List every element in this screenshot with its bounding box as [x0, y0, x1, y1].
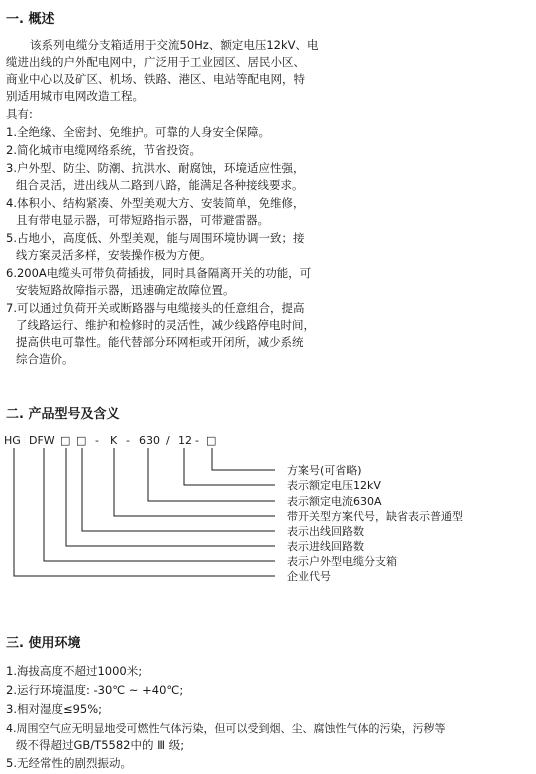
- code-box-in: □: [60, 434, 71, 447]
- env-item: 5.无经常性的剧烈振动。: [6, 756, 132, 770]
- legend-current: 表示额定电流630A: [287, 495, 382, 508]
- env-item: 3.相对湿度≤95%;: [6, 702, 103, 716]
- feature-item-cont: 安装短路故障指示器，迅速确定故障位置。: [16, 283, 235, 297]
- code-voltage: 12: [178, 434, 192, 447]
- legend-scheme: 方案号(可省略): [287, 464, 362, 477]
- section-heading-overview: 一. 概述: [6, 12, 55, 27]
- env-item: 2.运行环境温度: -30℃ ~ +40℃;: [6, 683, 184, 697]
- feature-item: 6.200A电缆头可带负荷插拔，同时具备隔离开关的功能，可: [6, 266, 312, 280]
- code-current: 630: [139, 434, 160, 447]
- env-item: 4.周围空气应无明显地受可燃性气体污染，但可以受到烟、尘、腐蚀性气体的污染，污秽等: [6, 722, 446, 735]
- feature-item-cont: 了线路运行、维护和检修时的灵活性，减少线路停电时间，: [16, 318, 315, 332]
- section-heading-environment: 三. 使用环境: [6, 636, 81, 651]
- legend-voltage: 表示额定电压12kV: [287, 479, 381, 492]
- code-hg: HG: [4, 434, 21, 447]
- feature-item-cont: 且有带电显示器，可带短路指示器，可带避雷器。: [16, 213, 269, 227]
- code-k: K: [110, 434, 118, 447]
- features-label: 具有:: [6, 107, 33, 121]
- feature-item-cont: 线方案灵活多样，安装操作极为方便。: [16, 248, 212, 262]
- code-dash: -: [95, 434, 99, 447]
- feature-item-cont: 提高供电可靠性。能代替部分环网柜或开闭所，减少系统: [16, 335, 304, 349]
- code-box-out: □: [76, 434, 87, 447]
- env-item: 1.海拔高度不超过1000米;: [6, 664, 143, 678]
- feature-item: 4.体积小、结构紧凑、外型美观大方、安装简单，免维修，: [6, 196, 305, 210]
- section-heading-model: 二. 产品型号及含义: [6, 407, 120, 422]
- code-dfw: DFW: [29, 434, 55, 447]
- feature-item-cont: 综合造价。: [16, 352, 74, 366]
- code-dash: -: [195, 434, 199, 447]
- code-dash: -: [126, 434, 130, 447]
- feature-item: 2.简化城市电缆网络系统，节省投资。: [6, 143, 201, 157]
- feature-item: 5.占地小，高度低、外型美观，能与周围环境协调一致；接: [6, 231, 305, 245]
- feature-item: 3.户外型、防尘、防潮、抗洪水、耐腐蚀，环境适应性强，: [6, 161, 305, 175]
- feature-item: 1.全绝缘、全密封、免维护。可靠的人身安全保障。: [6, 125, 270, 139]
- legend-incoming: 表示进线回路数: [287, 540, 364, 553]
- intro-line: 别适用城市电网改造工程。: [6, 89, 144, 103]
- legend-switch-type: 带开关型方案代号，缺省表示普通型: [287, 510, 463, 523]
- feature-item: 7.可以通过负荷开关或断路器与电缆接头的任意组合，提高: [6, 301, 305, 315]
- legend-outdoor-box: 表示户外型电缆分支箱: [287, 555, 397, 568]
- legend-outgoing: 表示出线回路数: [287, 525, 364, 538]
- intro-line: 商业中心以及矿区、机场、铁路、港区、电站等配电网，特: [6, 72, 305, 86]
- code-box-scheme: □: [206, 434, 217, 447]
- env-item-cont: 级不得超过GB/T5582中的 Ⅲ 级;: [16, 738, 185, 752]
- legend-company-code: 企业代号: [287, 570, 331, 583]
- code-slash: /: [166, 434, 170, 447]
- intro-line: 缆进出线的户外配电网中，广泛用于工业园区、居民小区、: [6, 55, 305, 69]
- intro-line: 该系列电缆分支箱适用于交流50Hz、额定电压12kV、电: [30, 38, 319, 52]
- feature-item-cont: 组合灵活，进出线从二路到八路，能满足各种接线要求。: [16, 178, 304, 192]
- connector-lines: [14, 448, 275, 576]
- model-code-diagram: [0, 430, 536, 600]
